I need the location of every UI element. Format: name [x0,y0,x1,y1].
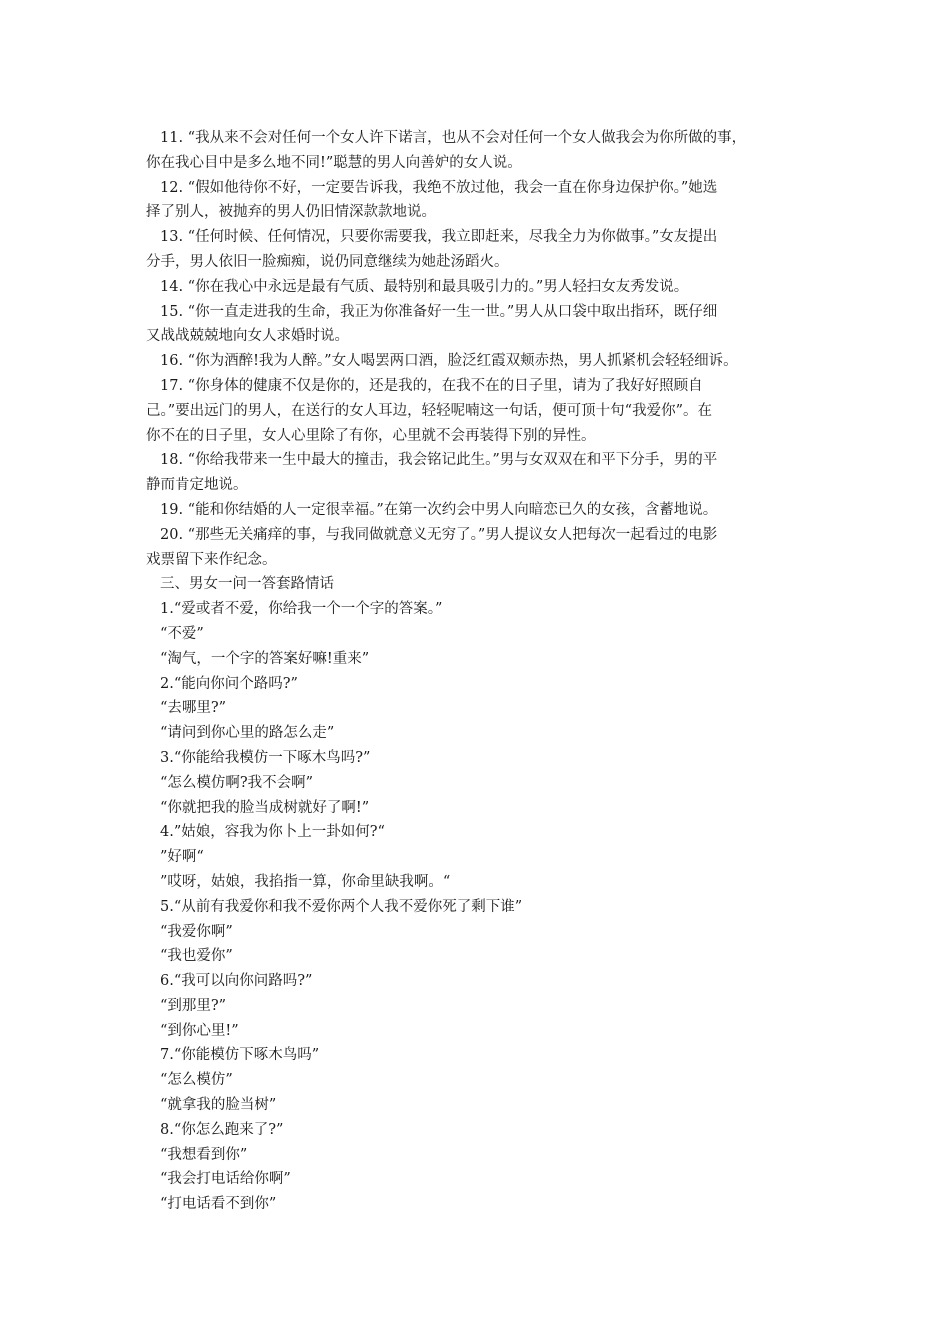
text-line: 2.“能向你问个路吗?” [160,675,298,692]
text-line: 16. “你为酒醉!我为人醉。”女人喝罢两口酒，脸泛红霞双颊赤热，男人抓紧机会轻轻细诉。 [160,353,738,370]
text-line: 18. “你给我带来一生中最大的撞击，我会铭记此生。”男与女双双在和平下分手，男的平 [160,452,718,469]
text-line: “去哪里?” [160,700,227,717]
text-line: 静而肯定地说。 [146,477,248,494]
text-line: 20. “那些无关痛痒的事，与我同做就意义无穷了。”男人提议女人把每次一起看过的电影 [160,526,718,543]
text-line: 3.“你能给我模仿一下啄木鸟吗?” [160,749,371,766]
text-line: “打电话看不到你” [160,1196,277,1213]
text-line: 你在我心目中是多么地不同!”聪慧的男人向善妒的女人说。 [146,154,522,171]
text-line: “到那里?” [160,997,227,1014]
text-line: 1.“爱或者不爱，你给我一个一个字的答案。” [160,601,443,618]
text-line: “你就把我的脸当成树就好了啊!” [160,799,370,816]
text-line: 4.”姑娘，容我为你卜上一卦如何?“ [160,824,385,841]
text-line: 14. “你在我心中永远是最有气质、最特别和最具吸引力的。”男人轻扫女友秀发说。 [160,278,689,295]
text-line: 己。”要出远门的男人，在送行的女人耳边，轻轻呢喃这一句话，便可顶十句“我爱你”。在 [146,402,712,419]
text-line: “我爱你啊” [160,923,233,940]
text-line: 三、男女一问一答套路情话 [160,576,334,593]
text-line: 6.“我可以向你问路吗?” [160,973,313,990]
text-line: “我会打电话给你啊” [160,1171,291,1188]
text-line: 17. “你身体的健康不仅是你的，还是我的，在我不在的日子里，请为了我好好照顾自 [160,377,703,394]
text-line: ”好啊“ [160,849,204,866]
text-line: “我也爱你” [160,948,233,965]
text-line: 7.“你能模仿下啄木鸟吗” [160,1047,320,1064]
text-line: 分手，男人依旧一脸痴痴，说仍同意继续为她赴汤蹈火。 [146,253,509,270]
text-line: “请问到你心里的路怎么走” [160,725,335,742]
text-line: 择了别人，被抛弃的男人仍旧情深款款地说。 [146,204,436,221]
text-line: 又战战兢兢地向女人求婚时说。 [146,328,349,345]
text-line: 11. “我从来不会对任何一个女人许下诺言，也从不会对任何一个女人做我会为你所做的事， [160,130,747,146]
text-line: 12. “假如他待你不好，一定要告诉我，我绝不放过他，我会一直在你身边保护你。”她选 [160,179,718,196]
text-line: 戏票留下来作纪念。 [146,551,277,568]
text-line: 13. “任何时候、任何情况，只要你需要我，我立即赶来，尽我全力为你做事。”女友提出 [160,229,718,246]
text-line: “就拿我的脸当树” [160,1097,277,1114]
text-line: 你不在的日子里，女人心里除了有你，心里就不会再装得下别的异性。 [146,427,596,444]
text-line: “怎么模仿” [160,1072,233,1089]
document-body [146,126,822,1217]
text-line: 5.“从前有我爱你和我不爱你两个人我不爱你死了剩下谁” [160,898,523,915]
text-line: “怎么模仿啊?我不会啊” [160,774,314,791]
text-line: ”哎呀，姑娘，我掐指一算，你命里缺我啊。“ [160,873,451,890]
text-line: 8.“你怎么跑来了?” [160,1121,284,1138]
text-line: “到你心里!” [160,1022,239,1039]
text-line: “不爱” [160,625,204,642]
text-line: 15. “你一直走进我的生命，我正为你准备好一生一世。”男人从口袋中取出指环，既仔细 [160,303,718,320]
text-line: “淘气，一个字的答案好嘛!重来” [160,650,370,667]
text-line: 19. “能和你结婚的人一定很幸福。”在第一次约会中男人向暗恋已久的女孩，含蓄地说。 [160,501,718,518]
text-line: “我想看到你” [160,1146,248,1163]
